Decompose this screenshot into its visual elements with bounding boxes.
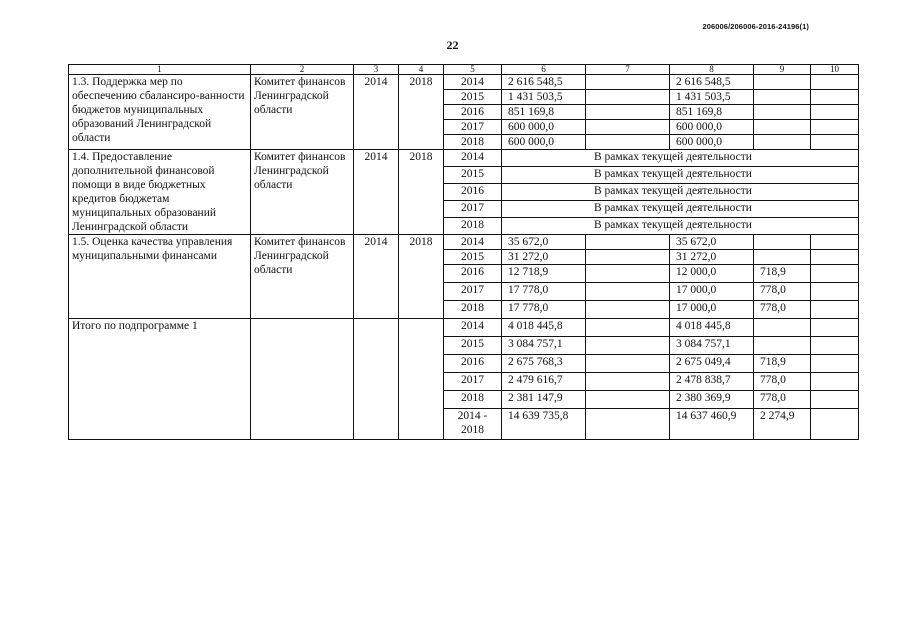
total-cell: 2 616 548,5: [502, 75, 586, 90]
col9-cell: 778,0: [754, 391, 811, 409]
subprogram-total-label: Итого по подпрограмме 1: [69, 319, 251, 440]
total-cell: 17 778,0: [502, 301, 586, 319]
end-year-cell: [399, 319, 444, 440]
total-cell: 35 672,0: [502, 235, 586, 250]
col9-cell: [754, 105, 811, 120]
year-cell: 2018: [444, 391, 502, 409]
start-year-cell: 2014: [354, 235, 399, 319]
col10-cell: [811, 391, 859, 409]
col7-cell: [586, 235, 670, 250]
table-row: [69, 75, 859, 90]
col8-cell: 14 637 460,9: [670, 409, 754, 440]
col10-cell: [811, 355, 859, 373]
start-year-cell: [354, 319, 399, 440]
total-cell: 2 381 147,9: [502, 391, 586, 409]
executor-cell: Комитет финансов Ленинградской области: [251, 75, 354, 150]
current-activity-note: В рамках текущей деятельности: [502, 184, 859, 201]
col10-cell: [811, 90, 859, 105]
col10-cell: [811, 75, 859, 90]
col9-cell: [754, 337, 811, 355]
col9-cell: [754, 90, 811, 105]
end-year-cell: 2018: [399, 150, 444, 235]
col7-cell: [586, 355, 670, 373]
total-cell: 851 169,8: [502, 105, 586, 120]
col7-cell: [586, 105, 670, 120]
header-cell: 7: [586, 65, 670, 75]
year-cell: 2014: [444, 150, 502, 167]
col7-cell: [586, 301, 670, 319]
col9-cell: [754, 235, 811, 250]
current-activity-note: В рамках текущей деятельности: [502, 218, 859, 235]
col9-cell: [754, 120, 811, 135]
executor-cell: [251, 319, 354, 440]
year-cell: 2018: [444, 301, 502, 319]
col8-cell: 851 169,8: [670, 105, 754, 120]
current-activity-note: В рамках текущей деятельности: [502, 167, 859, 184]
col9-cell: [754, 319, 811, 337]
col10-cell: [811, 235, 859, 250]
col8-cell: 2 616 548,5: [670, 75, 754, 90]
header-row: [69, 65, 859, 75]
col7-cell: [586, 90, 670, 105]
year-cell: 2016: [444, 265, 502, 283]
col9-cell: [754, 135, 811, 150]
year-cell: 2014: [444, 75, 502, 90]
end-year-cell: 2018: [399, 235, 444, 319]
col7-cell: [586, 75, 670, 90]
col10-cell: [811, 105, 859, 120]
col9-cell: 778,0: [754, 301, 811, 319]
table-row: [69, 319, 859, 337]
total-cell: 31 272,0: [502, 250, 586, 265]
header-cell: 6: [502, 65, 586, 75]
year-cell: 2014: [444, 319, 502, 337]
header-cell: 8: [670, 65, 754, 75]
header-cell: 2: [251, 65, 354, 75]
col8-cell: 600 000,0: [670, 135, 754, 150]
total-cell: 3 084 757,1: [502, 337, 586, 355]
col7-cell: [586, 250, 670, 265]
document-code: 206006/206006-2016-24196(1): [702, 22, 809, 31]
total-cell: 14 639 735,8: [502, 409, 586, 440]
col7-cell: [586, 373, 670, 391]
col8-cell: 12 000,0: [670, 265, 754, 283]
header-cell: 9: [754, 65, 811, 75]
year-cell: 2016: [444, 105, 502, 120]
col10-cell: [811, 319, 859, 337]
measure-name: 1.4. Предоставление дополнительной финансовой помощи в виде бюджетных кредитов бюджетам муниципальных образований Ленинградской области: [69, 150, 251, 235]
col10-cell: [811, 409, 859, 440]
col9-cell: 718,9: [754, 265, 811, 283]
current-activity-note: В рамках текущей деятельности: [502, 150, 859, 167]
col8-cell: 2 380 369,9: [670, 391, 754, 409]
col10-cell: [811, 373, 859, 391]
col10-cell: [811, 250, 859, 265]
year-cell: 2017: [444, 201, 502, 218]
year-cell: 2017: [444, 283, 502, 301]
table-row: [69, 235, 859, 250]
col9-cell: 778,0: [754, 283, 811, 301]
year-range-cell: 2014 - 2018: [444, 409, 502, 440]
col7-cell: [586, 283, 670, 301]
total-cell: 2 675 768,3: [502, 355, 586, 373]
col8-cell: 17 000,0: [670, 301, 754, 319]
col8-cell: 4 018 445,8: [670, 319, 754, 337]
col7-cell: [586, 319, 670, 337]
end-year-cell: 2018: [399, 75, 444, 150]
col8-cell: 2 478 838,7: [670, 373, 754, 391]
col9-cell: [754, 75, 811, 90]
total-cell: 17 778,0: [502, 283, 586, 301]
current-activity-note: В рамках текущей деятельности: [502, 201, 859, 218]
col7-cell: [586, 337, 670, 355]
year-cell: 2015: [444, 250, 502, 265]
year-cell: 2018: [444, 135, 502, 150]
col8-cell: 1 431 503,5: [670, 90, 754, 105]
col9-cell: 778,0: [754, 373, 811, 391]
col10-cell: [811, 301, 859, 319]
col10-cell: [811, 265, 859, 283]
total-cell: 12 718,9: [502, 265, 586, 283]
col8-cell: 2 675 049,4: [670, 355, 754, 373]
year-cell: 2016: [444, 184, 502, 201]
header-cell: 5: [444, 65, 502, 75]
executor-cell: Комитет финансов Ленинградской области: [251, 150, 354, 235]
total-cell: 1 431 503,5: [502, 90, 586, 105]
year-cell: 2016: [444, 355, 502, 373]
col8-cell: 3 084 757,1: [670, 337, 754, 355]
program-table: [68, 64, 859, 440]
col8-cell: 35 672,0: [670, 235, 754, 250]
year-cell: 2015: [444, 90, 502, 105]
col7-cell: [586, 391, 670, 409]
col10-cell: [811, 135, 859, 150]
col8-cell: 17 000,0: [670, 283, 754, 301]
col10-cell: [811, 283, 859, 301]
year-cell: 2015: [444, 337, 502, 355]
header-cell: 3: [354, 65, 399, 75]
year-cell: 2015: [444, 167, 502, 184]
executor-cell: Комитет финансов Ленинградской области: [251, 235, 354, 319]
table-row: [69, 150, 859, 167]
col7-cell: [586, 409, 670, 440]
total-cell: 600 000,0: [502, 135, 586, 150]
total-cell: 600 000,0: [502, 120, 586, 135]
col10-cell: [811, 120, 859, 135]
year-cell: 2014: [444, 235, 502, 250]
header-cell: 1: [69, 65, 251, 75]
col8-cell: 600 000,0: [670, 120, 754, 135]
total-cell: 2 479 616,7: [502, 373, 586, 391]
col9-cell: 2 274,9: [754, 409, 811, 440]
col8-cell: 31 272,0: [670, 250, 754, 265]
header-cell: 4: [399, 65, 444, 75]
measure-name: 1.5. Оценка качества управления муниципальными финансами: [69, 235, 251, 319]
start-year-cell: 2014: [354, 75, 399, 150]
header-cell: 10: [811, 65, 859, 75]
year-cell: 2017: [444, 373, 502, 391]
col9-cell: 718,9: [754, 355, 811, 373]
measure-name: 1.3. Поддержка мер по обеспечению сбалансиро-ванности бюджетов муниципальных образований Ленинградской области: [69, 75, 251, 150]
year-cell: 2018: [444, 218, 502, 235]
start-year-cell: 2014: [354, 150, 399, 235]
col7-cell: [586, 265, 670, 283]
total-cell: 4 018 445,8: [502, 319, 586, 337]
page-number: 22: [446, 38, 459, 52]
col7-cell: [586, 135, 670, 150]
col9-cell: [754, 250, 811, 265]
col10-cell: [811, 337, 859, 355]
year-cell: 2017: [444, 120, 502, 135]
col7-cell: [586, 120, 670, 135]
